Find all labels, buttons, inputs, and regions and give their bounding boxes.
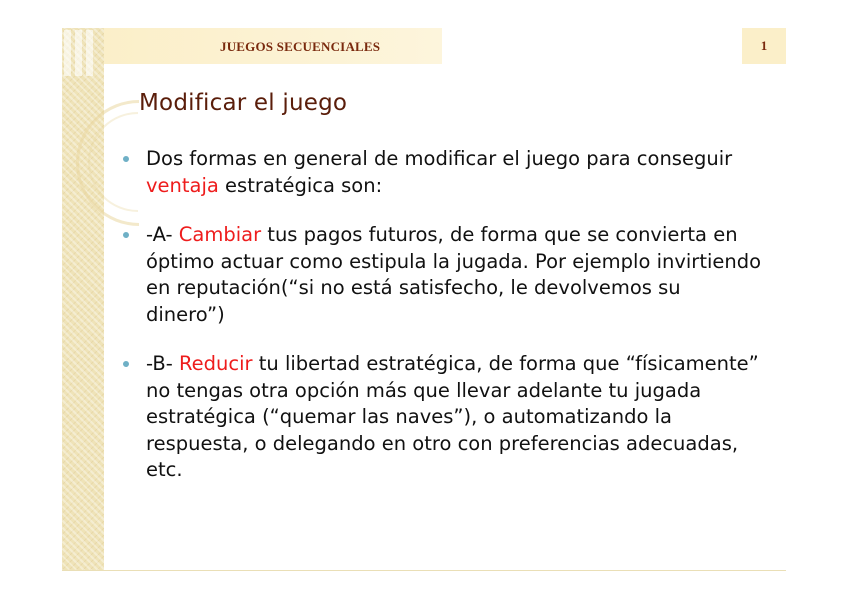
decorative-side-band <box>62 28 104 571</box>
highlight-text: Cambiar <box>178 223 262 246</box>
page-number: 1 <box>760 38 768 53</box>
bullet-list <box>122 146 762 507</box>
bullet-item <box>122 222 762 328</box>
bullet-text: -B- <box>146 352 179 375</box>
bullet-dot-icon <box>123 232 129 238</box>
highlight-text: ventaja <box>146 173 219 197</box>
slide <box>62 28 786 571</box>
bullet-dot-icon <box>123 361 129 367</box>
header-bar <box>104 28 442 64</box>
bullet-text: tus pagos futuros, de forma que se convierta en óptimo actuar como estipula la jugada. Por ejemplo invirtiendo en reputación(“si no está satisfecho, le devolvemos su dinero”) <box>146 223 762 326</box>
footer-divider <box>62 570 786 571</box>
bullet-item <box>122 351 762 484</box>
slide-title: Modificar el juego <box>139 90 348 116</box>
highlight-text: Reducir <box>178 352 253 375</box>
bullet-text: Dos formas en general de modificar el juego para conseguir <box>146 147 733 170</box>
bullet-item <box>122 146 762 199</box>
bullet-dot-icon <box>123 156 129 162</box>
bullet-text: -A- <box>146 223 179 246</box>
page-number-box <box>742 28 786 64</box>
bullet-text: tu libertad estratégica, de forma que “físicamente” no tengas otra opción más que llevar adelante tu jugada estratégica (“quemar las naves”), o automatizando la respuesta, o delegando en otro con preferencias adecuadas, etc. <box>146 352 759 481</box>
decorative-pattern <box>64 30 102 76</box>
header-title: JUEGOS SECUENCIALES <box>220 39 381 54</box>
bullet-text: estratégica son: <box>218 173 383 197</box>
